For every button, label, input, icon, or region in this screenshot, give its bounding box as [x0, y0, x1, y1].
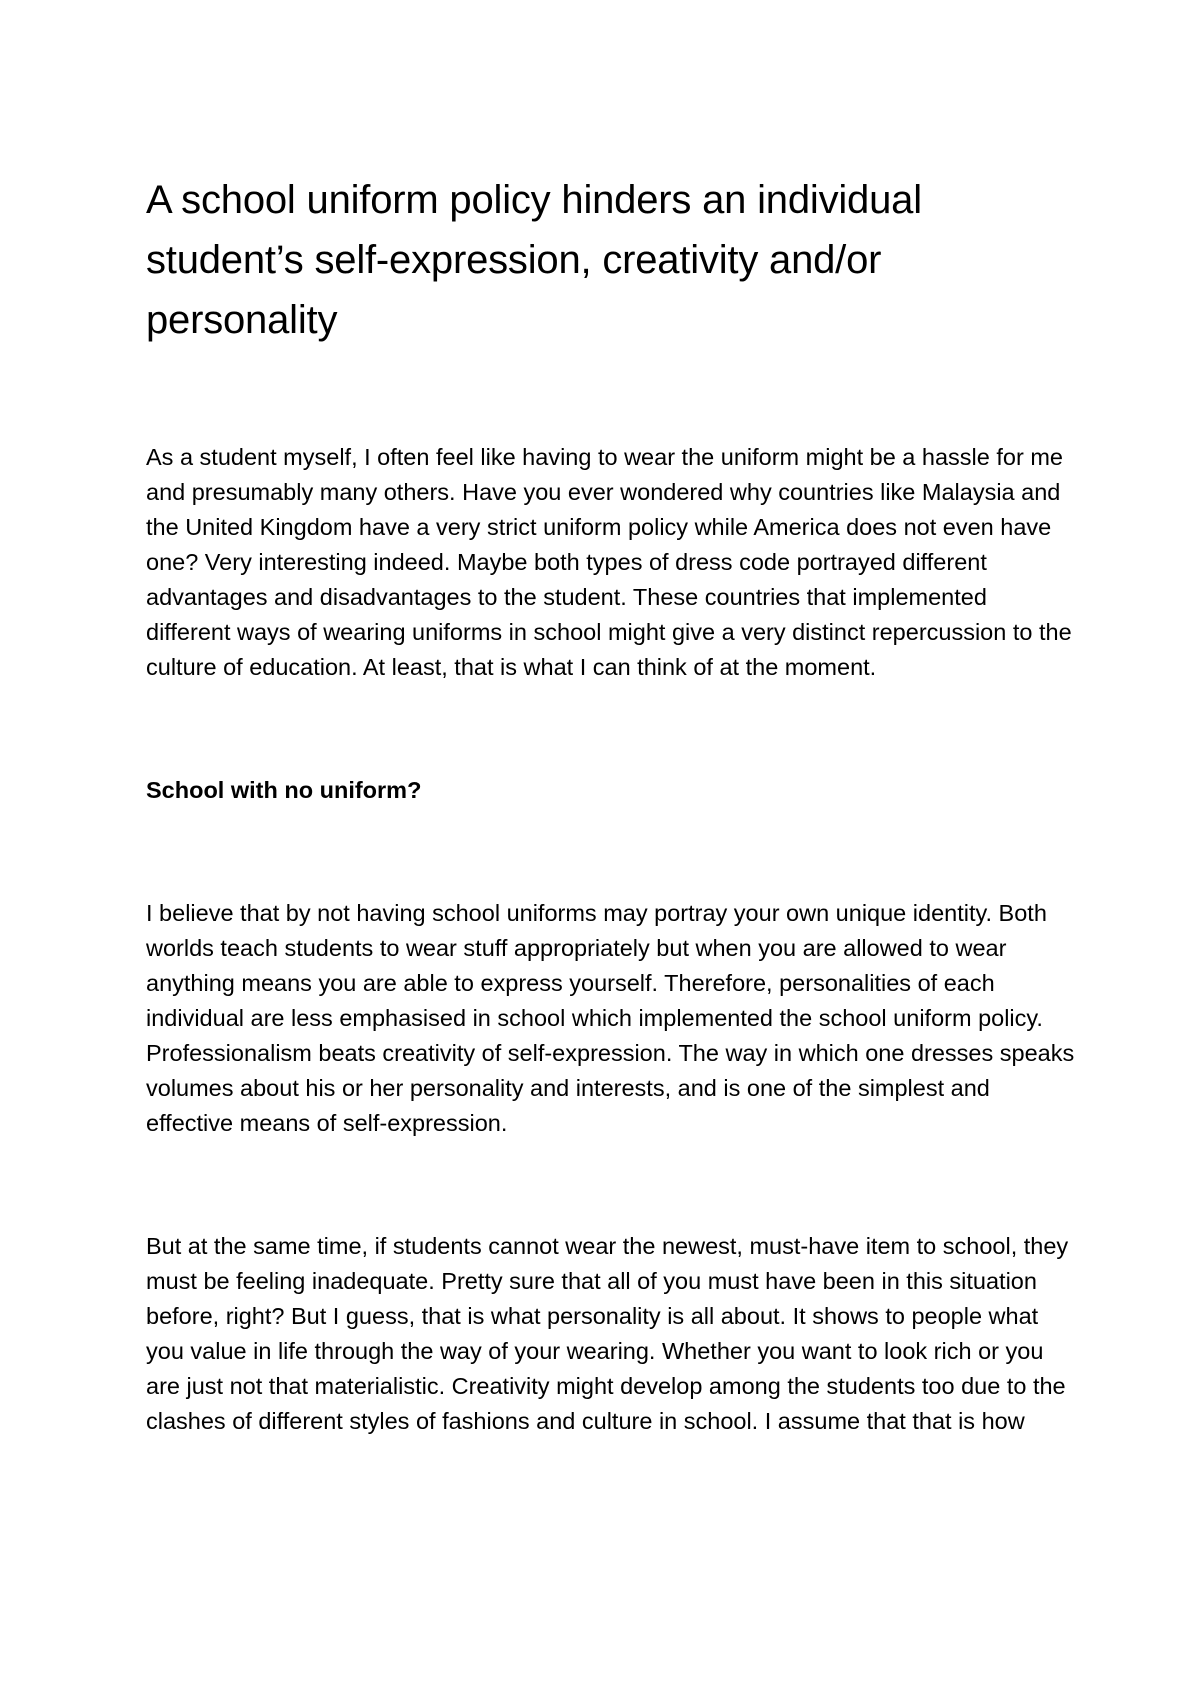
- document-title: A school uniform policy hinders an individual student’s self-expression, creativity and/or personality: [146, 178, 922, 342]
- document-body: [146, 170, 1076, 1439]
- body-paragraph: But at the same time, if students cannot wear the newest, must-have item to school, they must be feeling inadequate. Pretty sure that all of you must have been in this situation before, right? But I guess, that is what personality is all about. It shows to people what you value in life through the way of your wearing. Whether you want to look rich or you are just not that materialistic. Creativity might develop among the students too due to the clashes of different styles of fashions and culture in school. I assume that that is how: [146, 1233, 1069, 1434]
- intro-paragraph: As a student myself, I often feel like having to wear the uniform might be a hassle for me and presumably many others. Have you ever wondered why countries like Malaysia and the United Kingdom have a very strict uniform policy while America does not even have one? Very interesting indeed. Maybe both types of dress code portrayed different advantages and disadvantages to the student. These countries that implemented different ways of wearing uniforms in school might give a very distinct repercussion to the culture of education. At least, that is what I can think of at the moment.: [146, 444, 1072, 680]
- section-heading: School with no uniform?: [146, 777, 422, 803]
- body-paragraph: I believe that by not having school uniforms may portray your own unique identity. Both worlds teach students to wear stuff appropriately but when you are allowed to wear anything means you are able to express yourself. Therefore, personalities of each individual are less emphasised in school which implemented the school uniform policy. Professionalism beats creativity of self-expression. The way in which one dresses speaks volumes about his or her personality and interests, and is one of the simplest and effective means of self-expression.: [146, 900, 1075, 1136]
